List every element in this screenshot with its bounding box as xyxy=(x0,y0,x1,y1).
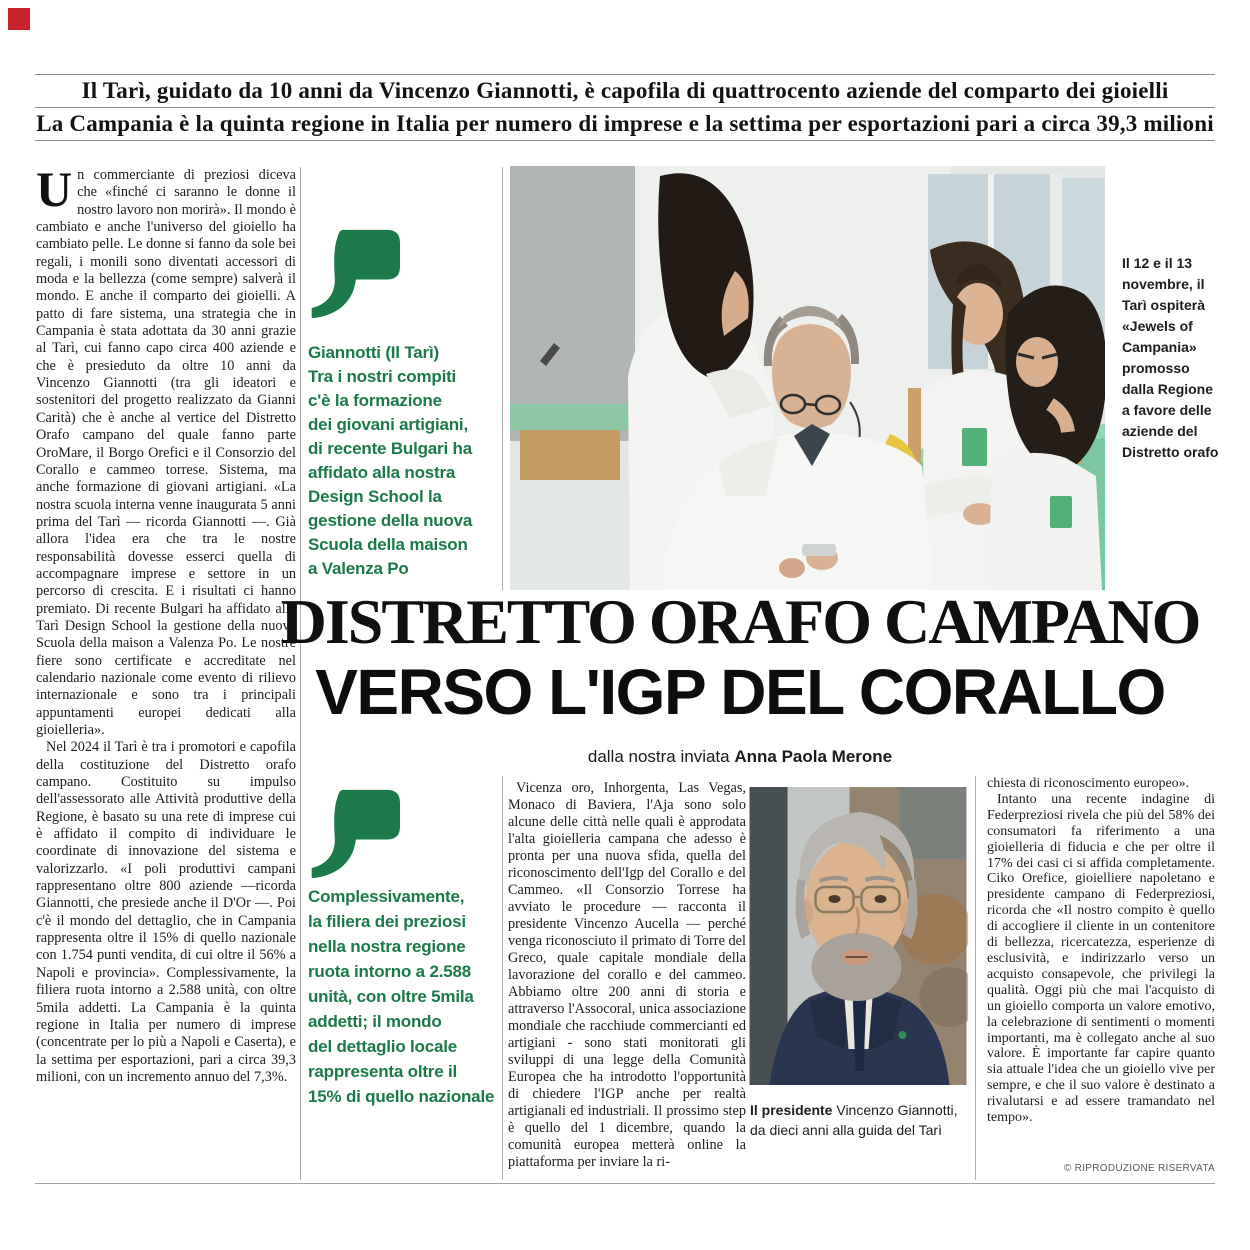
pull-quote-1-speaker: Giannotti (Il Tarì) xyxy=(308,343,439,362)
headline-line-2: VERSO L'IGP DEL CORALLO xyxy=(315,656,1165,728)
pull-quote-1 xyxy=(308,341,514,581)
pull-quote-2: Complessivamente, la filiera dei preziosi nella nostra regione ruota intorno a 2.588 unità, con oltre 5mila addetti; il mondo del dettaglio locale rappresenta oltre il 15% di quello nazionale xyxy=(308,887,495,1106)
left-paragraph-1 xyxy=(36,167,296,739)
workshop-photo xyxy=(510,166,1105,590)
quote-mark-icon xyxy=(308,786,400,882)
byline xyxy=(265,747,1215,767)
kicker-rule-bottom xyxy=(35,140,1215,141)
byline-prefix: dalla nostra inviata xyxy=(587,747,730,766)
top-photo-caption: Il 12 e il 13 novembre, il Tarì ospiterà «Jewels of Campania» promosso dalla Regione a favore delle aziende del Distretto orafo xyxy=(1122,255,1219,460)
portrait-caption xyxy=(750,1100,982,1140)
portrait-photo-illustration xyxy=(748,787,968,1085)
copyright-notice: © RIPRODUZIONE RISERVATA xyxy=(1063,1163,1215,1174)
right-paragraph-1: chiesta di riconoscimento europeo». xyxy=(987,776,1190,791)
portrait-caption-bold: Il presidente xyxy=(750,1102,833,1118)
kicker xyxy=(35,74,1215,141)
right-paragraph-2: Intanto una recente indagine di Federpreziosi rivela che più del 58% dei consumatori fa riferimento a una gioielleria di fiducia e che per oltre il 17% dei casi ci si affida completamente. Ciko Orefice, gioielliere napoletano e presidente campano di Federpreziosi, ricorda che «Il nostro compito è quello di accogliere il cliente in un contenitore di bellezza, ricercatezza, esperienze di esclusività, e indirizzarlo verso un acquisto consapevole, che privilegi la qualità. Oggi più che mai l'acquisto di un gioiello comporta un valore emotivo, la celebrazione di sentimenti o momenti importanti, ma è collegato anche al suo valore. È importante far capire quanto sia attuale l'idea che un gioiello vive per sempre, e che il suo valore è destinato a rivalutarsi e ad essere tramandato nel tempo». xyxy=(987,791,1215,1126)
headline-line-1: DISTRETTO ORAFO CAMPANO xyxy=(280,586,1200,657)
portrait-caption-rest: Vincenzo Giannotti, da dieci anni alla guida del Tarì xyxy=(750,1102,958,1138)
right-article-column xyxy=(987,776,1215,1126)
kicker-line-1: Il Tarì, guidato da 10 anni da Vincenzo Giannotti, è capofila di quattrocento aziende del comparto dei gioielli xyxy=(81,78,1169,103)
pull-quote-1-text: Tra i nostri compiti c'è la formazione dei giovani artigiani, di recente Bulgari ha affidato alla nostra Design School la gestione della nuova Scuola della maison a Valenza Po xyxy=(308,367,473,578)
left-paragraph-2: Nel 2024 il Tarì è tra i promotori e capofila della costituzione del Distretto orafo campano. Costituito su impulso dell'assessorato alle Attività produttive della Regione, è basato su una rete di imprese cui è affidato il compito di individuare le coordinate di innovazione del sistema e valorizzarlo. «I poli produttivi campani rappresentano oltre 800 aziende —ricorda Giannotti, che presiede anche il D'Or —. Poi c'è il mondo del dettaglio, che in Campania rappresenta oltre il 15% di quello nazionale con 1.754 punti vendita, di cui oltre il 56% a Napoli e provincia». Complessivamente, la filiera ruota intorno a 2.588 unità, con oltre 5mila addetti. La Campania è la quinta regione in Italia per numero di imprese (concentrate per lo più a Napoli e Caserta), e la settima per esportazioni, pari a circa 39,3 milioni, con un incremento annuo del 7,3%. xyxy=(36,739,296,1085)
portrait-photo xyxy=(748,787,968,1085)
left-paragraph-1-text: n commerciante di preziosi diceva che «finché ci saranno le donne il nostro lavoro non morirà». Il mondo è cambiato e anche l'universo del gioiello ha cambiato pelle. Le donne si fanno da sole bei regali, i monili sono diventati accessori di moda e la bellezza (come sempre) salverà il mondo. E anche il comparto dei gioielli. A patto di fare sistema, una strategia che in Campania è stata adottata da 30 anni grazie al Tarì, cui fanno capo circa 400 aziende e che è presieduto da oltre 10 anni da Vincenzo Giannotti (tra gli ideatori e sostenitori del progetto realizzato da Gianni Carità) che è anche al vertice del Distretto Orafo campano del quale fanno parte OroMare, il Borgo Orefici e il Consorzio del Corallo e cammeo torrese. Sistema, ma anche formazione di giovani artigiani. «La nostra scuola interna venne inaugurata 5 anni prima del Tarì — ricorda Giannotti —. Già allora l'idea era che tra le nostre responsabilità dovesse esserci quella di accompagnare imprese e settore in un percorso di crescita. E i risultati ci hanno premiato. Di recente Bulgari ha affidato alla Tarì Design School la gestione della nuova Scuola della maison a Valenza Po. Le nostre fiere sono certificate e accreditate nel calendario nazionale come evento di rilievo internazionale e sono tra i principali appuntamenti europei dedicati alla gioielleria». xyxy=(36,167,296,738)
drop-cap: U xyxy=(36,167,73,217)
left-article-column xyxy=(36,167,296,1086)
center-paragraph: Vicenza oro, Inhorgenta, Las Vegas, Monaco di Baviera, l'Aja sono solo alcune delle città nelle quali è approdata l'alta gioielleria campana che adesso è pronta per una nuova sfida, quella del riconoscimento dell'Igp del Corallo e del Cammeo. «Il Consorzio Torrese ha avviato le procedure — racconta il presidente Vincenzo Aucella — perché venga riconosciuto il primato di Torre del Greco, quale capitale mondiale della lavorazione del corallo e del cammeo. Abbiamo oltre 200 anni di storia e attraverso l'Assocoral, unica associazione mondiale che racchiude commercianti ed artigiani - sono stati monitorati gli sviluppi di una legge della Comunità Europea che ha introdotto l'opportunità di chiedere l'IGP anche per realtà artigianali ed industriali. Il prossimo step è quello del 1 dicembre, quando la comunità europea metterà online la piattaforma per inviare la ri- xyxy=(508,780,746,1170)
kicker-line-2: La Campania è la quinta regione in Italia per numero di imprese e la settima per esportazioni pari a circa 39,3 milioni xyxy=(36,111,1214,136)
workshop-photo-illustration xyxy=(510,166,1105,590)
quote-mark-icon xyxy=(308,226,400,322)
red-corner-marker xyxy=(8,8,30,30)
article-bottom-rule xyxy=(35,1183,1215,1184)
center-article-column xyxy=(508,780,746,1171)
headline xyxy=(265,588,1215,728)
byline-author: Anna Paola Merone xyxy=(734,747,893,766)
